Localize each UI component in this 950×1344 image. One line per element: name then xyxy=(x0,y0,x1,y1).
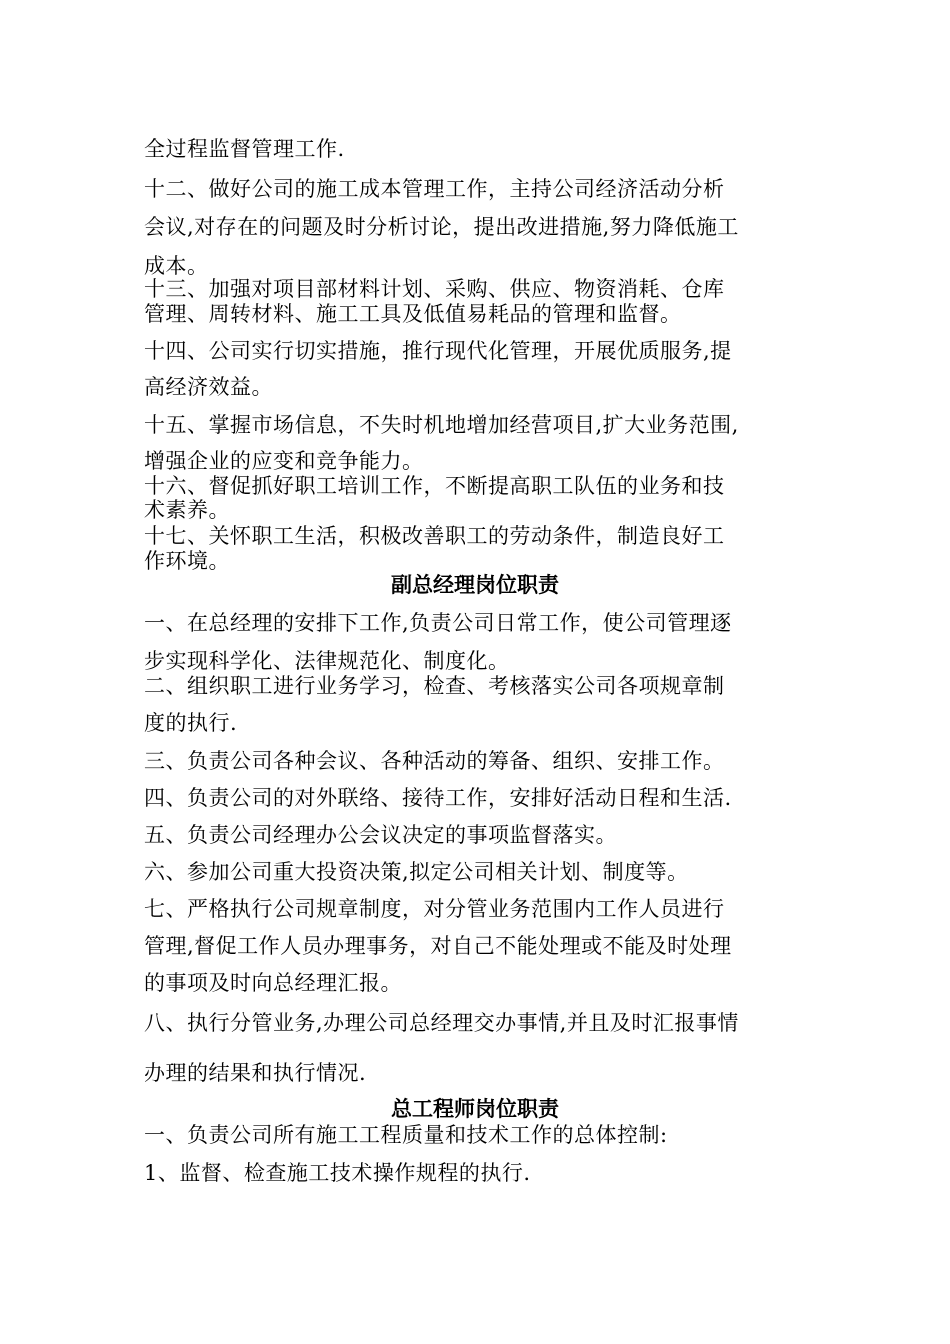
text-line: 会议,对存在的问题及时分析讨论，提出改进措施,努力降低施工 xyxy=(144,215,739,239)
text-line: 二、组织职工进行业务学习，检查、考核落实公司各项规章制 xyxy=(144,674,725,698)
text-line: 一、在总经理的安排下工作,负责公司日常工作，使公司管理逐 xyxy=(144,611,732,635)
text-line: 十四、公司实行切实措施，推行现代化管理，开展优质服务,提 xyxy=(144,339,732,363)
text-line: 十七、关怀职工生活，积极改善职工的劳动条件，制造良好工 xyxy=(144,524,725,548)
text-line: 十六、督促抓好职工培训工作，不断提高职工队伍的业务和技 xyxy=(144,474,725,498)
text-line: 十二、做好公司的施工成本管理工作，主持公司经济活动分析 xyxy=(144,177,725,201)
text-line: 1、监督、检查施工技术操作规程的执行. xyxy=(144,1161,531,1185)
text-line: 增强企业的应变和竞争能力。 xyxy=(144,449,424,473)
text-line: 办理的结果和执行情况. xyxy=(144,1061,367,1085)
text-line: 七、严格执行公司规章制度，对分管业务范围内工作人员进行 xyxy=(144,897,725,921)
text-line: 四、负责公司的对外联络、接待工作，安排好活动日程和生活. xyxy=(144,786,732,810)
text-line: 高经济效益。 xyxy=(144,375,273,399)
text-line: 度的执行. xyxy=(144,711,238,735)
text-line: 术素养。 xyxy=(144,498,230,522)
section-title-chief-engineer: 总工程师岗位职责 xyxy=(391,1097,559,1121)
text-line: 一、负责公司所有施工工程质量和技术工作的总体控制: xyxy=(144,1123,668,1147)
text-line: 五、负责公司经理办公会议决定的事项监督落实。 xyxy=(144,823,617,847)
text-line: 十五、掌握市场信息，不失时机地增加经营项目,扩大业务范围, xyxy=(144,413,739,437)
text-line: 全过程监督管理工作. xyxy=(144,137,345,161)
text-line: 管理、周转材料、施工工具及低值易耗品的管理和监督。 xyxy=(144,302,682,326)
text-line: 步实现科学化、法律规范化、制度化。 xyxy=(144,649,510,673)
text-line: 六、参加公司重大投资决策,拟定公司相关计划、制度等。 xyxy=(144,860,689,884)
section-title-deputy-gm: 副总经理岗位职责 xyxy=(391,573,559,597)
text-line: 三、负责公司各种会议、各种活动的筹备、组织、安排工作。 xyxy=(144,749,725,773)
text-line: 十三、加强对项目部材料计划、采购、供应、物资消耗、仓库 xyxy=(144,277,725,301)
text-line: 作环境。 xyxy=(144,549,230,573)
text-line: 八、执行分管业务,办理公司总经理交办事情,并且及时汇报事情 xyxy=(144,1011,739,1035)
text-line: 的事项及时向总经理汇报。 xyxy=(144,971,402,995)
text-line: 成本。 xyxy=(144,254,209,278)
text-line: 管理,督促工作人员办理事务，对自己不能处理或不能及时处理 xyxy=(144,934,732,958)
